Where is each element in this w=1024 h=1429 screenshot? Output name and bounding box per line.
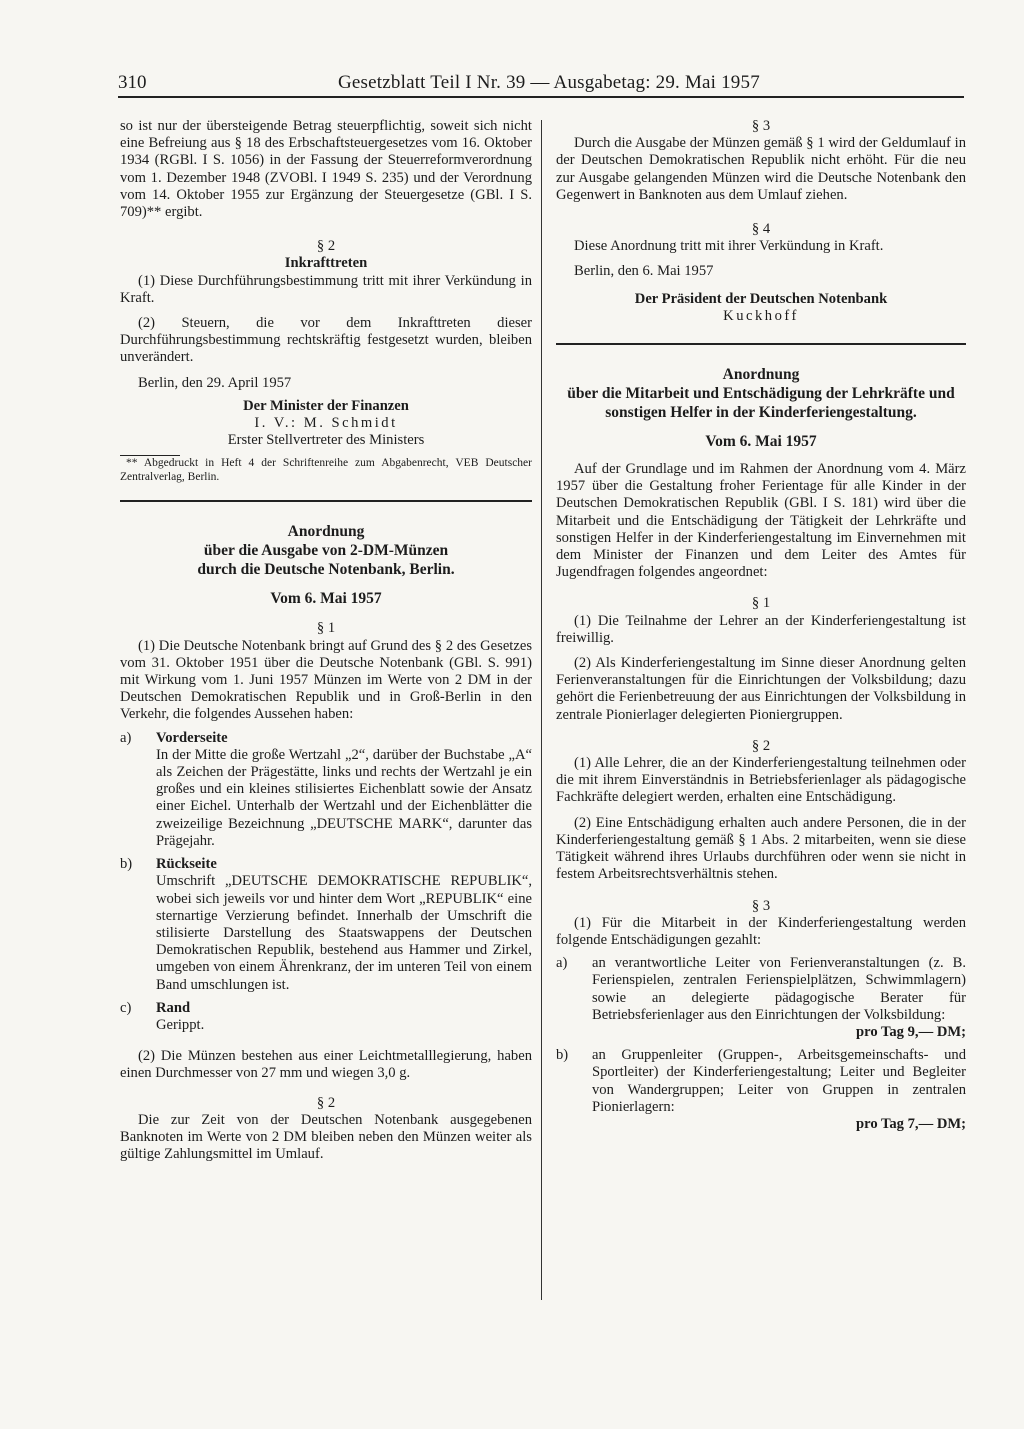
- right-column: [556, 118, 966, 1133]
- page-number: 310: [118, 72, 147, 93]
- item-label: b): [120, 856, 133, 873]
- paragraph: Die zur Zeit von der Deutschen Notenbank ausgegebenen Banknoten im Werte von 2 DM bleiben neben den Münzen weiter als gültige Zahlungsmittel im Umlauf.: [120, 1111, 532, 1163]
- section-number: § 2: [316, 1094, 336, 1111]
- ordinance-heading: Anordnung: [287, 523, 365, 541]
- section-number: § 2: [751, 737, 771, 754]
- section-separator: [120, 500, 532, 502]
- paragraph: (2) Steuern, die vor dem Inkrafttreten dieser Durchführungsbestimmung rechtskräftig festgesetzt wurden, bleiben unverändert.: [120, 315, 532, 366]
- ordinance-date: Vom 6. Mai 1957: [705, 433, 817, 451]
- signature-name: I. V.: M. Schmidt: [254, 415, 398, 432]
- list-item: [556, 1047, 966, 1133]
- column-divider: [541, 120, 542, 1300]
- paragraph: (1) Diese Durchführungsbestimmung tritt mit ihrer Verkündung in Kraft.: [120, 272, 532, 306]
- section-separator: [556, 343, 966, 345]
- footnote: ** Abgedruckt in Heft 4 der Schriftenreihe zum Abgabenrecht, VEB Deutscher Zentralverlag, Berlin.: [120, 457, 532, 484]
- left-column: [120, 118, 532, 1163]
- item-text: an verantwortliche Leiter von Ferienveranstaltungen (z. B. Ferienspielen, zentralen Ferienspielplätzen, Schwimmlagern) sowie an delegierte pädagogische Berater für Betriebsferienlager aus den Einrichtungen der Volksbildung:: [592, 955, 966, 1023]
- section-number: § 1: [316, 620, 336, 637]
- signature-name: Kuckhoff: [723, 307, 799, 324]
- item-text: Gerippt.: [156, 1016, 205, 1033]
- paragraph: (2) Als Kinderferiengestaltung im Sinne dieser Anordnung gelten Ferienveranstaltungen für die Einrichtungen der Volksbildung; dazu gehört die Ferienbetreuung der aus Einrichtungen der Volksbildung in zentrale Pionierlager delegierten Pioniergruppen.: [556, 655, 966, 723]
- section-number: § 4: [751, 221, 771, 238]
- section-number: § 3: [751, 118, 771, 134]
- ordinance-heading: Anordnung: [722, 366, 800, 384]
- list-item: [120, 856, 532, 994]
- paragraph: Durch die Ausgabe der Münzen gemäß § 1 wird der Geldumlauf in der Deutschen Demokratischen Republik nicht erhöht. Für die neu zur Ausgabe gelangenden Münzen wird die Deutsche Notenbank den Gegenwert in Banknoten aus dem Umlauf ziehen.: [556, 135, 966, 203]
- paragraph: (2) Eine Entschädigung erhalten auch andere Personen, die in der Kinderferiengestaltung gemäß § 1 Abs. 2 mitarbeiten, wenn sie diese Tätigkeit während ihres Urlaubs durchführen oder wenn sie nicht in festem Arbeitsrechtsverhältnis stehen.: [556, 814, 966, 883]
- rate: pro Tag 7,— DM;: [855, 1115, 966, 1132]
- ordinance-heading: über die Mitarbeit und Entschädigung der Lehrkräfte und sonstigen Helfer in der Kinderferiengestaltung.: [567, 385, 955, 422]
- intro-paragraph: so ist nur der übersteigende Betrag steuerpflichtig, soweit sich nicht eine Befreiung aus § 18 des Erbschaftsteuergesetzes vom 16. Oktober 1934 (RGBl. I S. 1056) in der Fassung der Steuerreformverordnung vom 1. Dezember 1948 (ZVOBl. I 1949 S. 235) und der Verordnung vom 14. Oktober 1955 zur Ergänzung der Steuergesetze (GBl. I S. 709)** ergibt.: [120, 118, 532, 221]
- item-label: c): [120, 999, 132, 1016]
- header-rule: [118, 96, 964, 98]
- paragraph: (1) Für die Mitarbeit in der Kinderferiengestaltung werden folgende Entschädigungen gezahlt:: [556, 914, 966, 948]
- list-item: [556, 955, 966, 1041]
- place-date: Berlin, den 29. April 1957: [138, 374, 292, 391]
- list-item: [120, 730, 532, 850]
- item-label: a): [556, 955, 568, 972]
- item-title: Rückseite: [156, 856, 217, 873]
- item-label: b): [556, 1047, 569, 1064]
- paragraph: Diese Anordnung tritt mit ihrer Verkündung in Kraft.: [574, 238, 884, 255]
- section-number: § 2: [316, 238, 336, 255]
- item-label: a): [120, 729, 132, 746]
- paragraph: (1) Die Teilnahme der Lehrer an der Kinderferiengestaltung ist freiwillig.: [556, 612, 966, 646]
- place-date: Berlin, den 6. Mai 1957: [574, 263, 714, 280]
- running-title: Gesetzblatt Teil I Nr. 39 — Ausgabetag: 29. Mai 1957: [338, 72, 760, 93]
- section-title: Inkrafttreten: [284, 255, 368, 272]
- ordinance-date: Vom 6. Mai 1957: [270, 590, 382, 608]
- item-text: In der Mitte die große Wertzahl „2“, darüber der Buchstabe „A“ als Zeichen der Prägestätte, links und rechts der Wertzahl je ein großes und ein kleines stilisiertes Eichenblatt sowie der Ansatz einer Eichel. Unterhalb der Wertzahl und der Eichenblätter die zweizeilige Bezeichnung „DEUTSCHE MARK“, darunter das Prägejahr.: [156, 746, 532, 849]
- list-item: [120, 1000, 532, 1034]
- preamble: Auf der Grundlage und im Rahmen der Anordnung vom 4. März 1957 über die Gestaltung froher Ferientage für alle Kinder in der Deutschen Demokratischen Republik (GBl. I S. 181) wird über die Mitarbeit und die Entschädigung der Tätigkeit der Lehrkräfte und sonstigen Helfer in der Kinderferiengestaltung im Einvernehmen mit dem Minister der Finanzen und dem Leiter des Amtes für Jugendfragen folgendes angeordnet:: [556, 461, 966, 581]
- item-title: Rand: [156, 999, 191, 1016]
- signature-office: Der Minister der Finanzen: [243, 397, 409, 414]
- signature-role: Erster Stellvertreter des Ministers: [227, 432, 425, 449]
- rate: pro Tag 9,— DM;: [855, 1023, 966, 1040]
- item-title: Vorderseite: [156, 729, 228, 746]
- section-number: § 1: [751, 595, 771, 612]
- paragraph: (1) Die Deutsche Notenbank bringt auf Grund des § 2 des Gesetzes vom 31. Oktober 1951 über die Deutsche Notenbank (GBl. S. 991) mit Wirkung vom 1. Juni 1957 Münzen im Werte von 2 DM in der Deutschen Demokratischen Republik und in Groß-Berlin in den Verkehr, die folgendes Aussehen haben:: [120, 637, 532, 723]
- ordinance-heading: durch die Deutsche Notenbank, Berlin.: [197, 561, 455, 579]
- section-number: § 3: [751, 897, 771, 914]
- item-text: an Gruppenleiter (Gruppen-, Arbeitsgemeinschafts- und Sportleiter) der Kinderferiengestaltung; Leiter und Begleiter von Wandergruppen; Leiter von Gruppen in zentralen Pionierlagern:: [592, 1047, 966, 1115]
- signature-office: Der Präsident der Deutschen Notenbank: [634, 290, 888, 307]
- paragraph: (1) Alle Lehrer, die an der Kinderferiengestaltung teilnehmen oder die mit ihrem Einverständnis in Betriebsferienlager als pädagogische Fachkräfte delegiert werden, erhalten eine Entschädigung.: [556, 755, 966, 806]
- ordinance-heading: über die Ausgabe von 2-DM-Münzen: [203, 542, 449, 560]
- paragraph: (2) Die Münzen bestehen aus einer Leichtmetalllegierung, haben einen Durchmesser von 27 mm und wiegen 3,0 g.: [120, 1048, 532, 1082]
- item-text: Umschrift „DEUTSCHE DEMOKRATISCHE REPUBLIK“, wobei sich jeweils vor und hinter dem Wort „REPUBLIK“ eine sternartige Verzierung befindet. Innerhalb der Umschrift die stilisierte Darstellung des Staatswappens der Deutschen Demokratischen Republik, bestehend aus Hammer und Zirkel, umgeben von einem Ährenkranz, der im unteren Teil von einem Band umschlungen ist.: [156, 873, 532, 993]
